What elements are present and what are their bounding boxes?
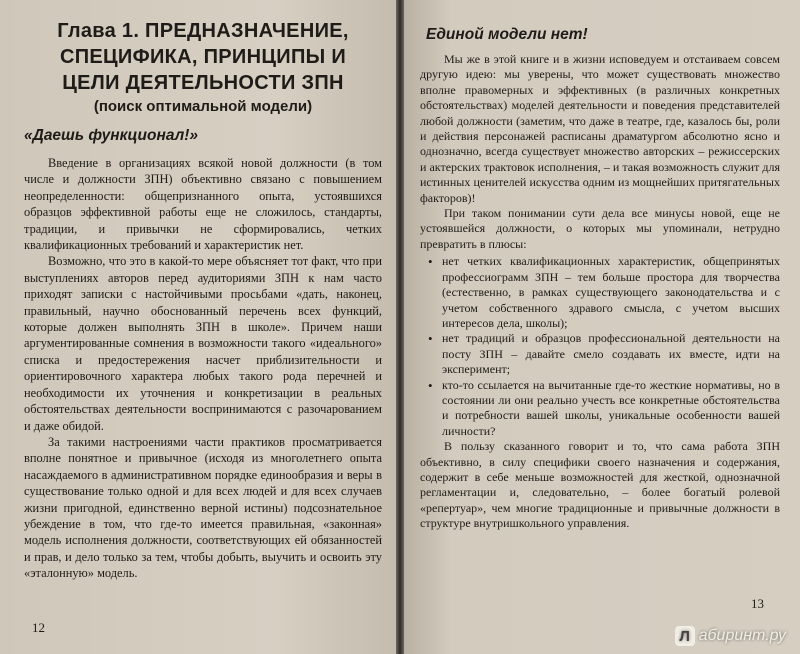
- paragraph: При таком понимании сути дела все минусы новой, еще не устоявшейся должности, о которых мы упоминали, нетрудно превратить в плюсы:: [420, 206, 780, 251]
- paragraph: В пользу сказанного говорит и то, что сама работа ЗПН объективно, в силу специфики своего назначения и содержания, содержит в себе меньше возможностей для жесткой, однозначной регламентации и, следовательно, – более богатый ролевой «репертуар», чем многие традиционные и привычные должности в структуре внутришкольного управления.: [420, 439, 780, 531]
- chapter-subtitle: (поиск оптимальной модели): [93, 98, 313, 115]
- section-heading-left: «Даешь функционал!»: [24, 127, 199, 144]
- page-number-left: 12: [32, 620, 45, 635]
- chapter-title: Глава 1. ПРЕДНАЗНАЧЕНИЕ, СПЕЦИФИКА, ПРИНЦИПЫ И ЦЕЛИ ДЕЯТЕЛЬНОСТИ ЗПН: [57, 20, 349, 94]
- section-heading-right: Единой модели нет!: [426, 26, 588, 43]
- list-item: • нет традиций и образцов профессиональной деятельности на посту ЗПН – давайте смело создавать их вместе, идти на эксперимент;: [442, 331, 780, 377]
- list-item: • нет четких квалификационных характеристик, общепринятых профессиограмм ЗПН – тем больше простора для творчества (естественно, в рамках существующего законодательства и с учетом собственного здравого смысла, с учетом высших интересов дела, школы);: [442, 254, 780, 331]
- paragraph: Возможно, что это в какой-то мере объясняет тот факт, что при выступлениях авторов перед аудиториями ЗПН к нам часто приходят записки с настойчивыми просьбами «дать, наконец, правильный, научно обоснованный перечень всех функций, которые должен выполнять ЗПН в школе». Причем наши аргументированные сомнения в возможности такого «идеального» списка и предостережения насчет приблизительности и ориентировочного характера любых такого рода перечней и необходимости их уточнения и конкретизации в реальных обстоятельствах деятельности воспринимаются с разочарованием и даже обидой.: [24, 254, 382, 433]
- paragraph: Введение в организациях всякой новой должности (в том числе и должности ЗПН) объективно связано с повышением неопределенности: общепризнанного опыта, устоявшихся образцов эффективной работы еще не сложилось, стандарты, традиции, и привычки не сформировались, четких квалификационных требований и характеристик нет.: [24, 156, 382, 253]
- bullet-list: [420, 254, 780, 439]
- labirint-logo-icon: Л: [675, 626, 695, 646]
- paragraph: Мы же в этой книге и в жизни исповедуем и отстаиваем совсем другую идею: мы уверены, что может существовать множество вполне правомерных и эффективных (в различных конкретных обстоятельствах) моделей деятельности и поведения представителей любой должности (заметим, что даже в театре, где, казалось бы, роли и действия персонажей расписаны драматургом абсолютно ясно и однозначно, всегда существует множество авторских – режиссерских и актерских трактовок исполнения, – и такая возможность служит для истинных ценителей искусства одним из мощнейших притягательных факторов)!: [420, 52, 780, 205]
- right-page: [404, 0, 800, 654]
- book-gutter: [396, 0, 404, 654]
- paragraph: За такими настроениями части практиков просматривается вполне понятное и привычное (исходя из многолетнего опыта насаждаемого в административном порядке единообразия и веры в существование только одной и для всех людей и для всех случаев жизни пригодной, единственно верной истины) подсознательное убеждение в том, что где-то имеется правильная, «законная» модель исполнения должности, соответствующих ей обязанностей и прав, и дело только за тем, чтобы добыть, выучить и освоить эту «эталонную» модель.: [24, 434, 382, 581]
- left-page: [0, 0, 396, 654]
- watermark-text: абиринт.ру: [698, 627, 786, 644]
- labirint-watermark: [675, 626, 786, 646]
- page-number-right: 13: [751, 596, 764, 611]
- list-item: • кто-то ссылается на вычитанные где-то жесткие нормативы, но в состоянии ли они реально учесть все конкретные обстоятельства и потребности вашей школы, уникальные особенности вашей личности?: [442, 378, 780, 440]
